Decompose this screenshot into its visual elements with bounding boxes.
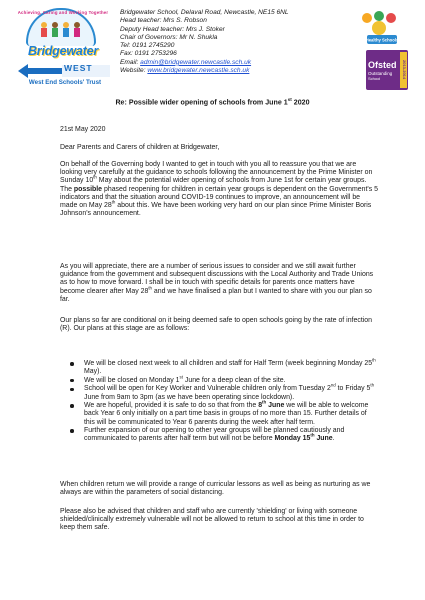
list-item: We will be closed on Monday 1st June for a deep clean of the site. bbox=[60, 377, 378, 385]
title-text: Re: Possible wider opening of schools from June 1 bbox=[115, 98, 288, 107]
logo-west-label: WEST bbox=[64, 63, 93, 73]
bullet-icon bbox=[70, 379, 74, 383]
paragraph-curricular: When children return we will provide a range of curricular lessons as well as being as nurturing as we always are within the parameters of social distancing. bbox=[60, 481, 371, 497]
school-address-block bbox=[120, 9, 320, 75]
address-line: Fax: 0191 2753296 bbox=[120, 50, 177, 58]
logo-wordmark: Bridgewater bbox=[27, 44, 99, 58]
paragraph-governing-body: On behalf of the Governing body I wanted to get in touch with you all to reassure you that we are looking very carefully at the guidance to schools following the announcement by the Prime Minister on Sunday 10th May about the potential wider opening of schools from June 1st for certain year groups. The possible phased reopening for children in certain year groups is dependent on the Government's 5 indicators and that the situation around COVID-19 continues to improve, an announcement will be made on May 28th about this. We have been working very hard on our plan since Prime Minister Boris Johnson's announcement. bbox=[60, 161, 378, 218]
email-line bbox=[120, 59, 320, 67]
paragraph-plans: Our plans so far are conditional on it being deemed safe to open schools going by the rate of infection (R). Our plans at this stage are as follows: bbox=[60, 317, 373, 333]
ofsted-badge bbox=[366, 50, 408, 90]
bridgewater-logo bbox=[14, 8, 112, 86]
title-sup: st bbox=[287, 97, 292, 102]
ofsted-rating: Outstanding bbox=[368, 71, 393, 76]
healthy-schools-badge-icon bbox=[357, 10, 407, 46]
children-figures-icon bbox=[36, 20, 86, 38]
list-item: We will be closed next week to all children and staff for Half Term (week beginning Monday 25th May). bbox=[60, 360, 378, 376]
bullet-icon bbox=[70, 388, 74, 392]
email-link[interactable]: admin@bridgewater.newcastle.sch.uk bbox=[140, 58, 252, 66]
bullet-icon bbox=[70, 362, 74, 366]
website-line bbox=[120, 67, 320, 75]
address-line: Deputy Head teacher: Mrs J. Stoker bbox=[120, 25, 225, 33]
plans-list bbox=[60, 357, 378, 444]
email-label: Email: bbox=[120, 58, 141, 66]
ofsted-year: 2013-2014 bbox=[400, 52, 407, 88]
letter-date: 21st May 2020 bbox=[60, 126, 106, 133]
address-line: Tel: 0191 2745290 bbox=[120, 42, 175, 50]
website-link[interactable]: www.bridgewater.newcastle.sch.uk bbox=[147, 67, 250, 75]
salutation: Dear Parents and Carers of children at Bridgewater, bbox=[60, 144, 220, 151]
logo-trust-label: West End Schools' Trust bbox=[28, 79, 102, 86]
bullet-icon bbox=[70, 429, 74, 433]
address-line: Chair of Governors: Mr N. Shukla bbox=[120, 33, 218, 41]
bullet-icon bbox=[70, 404, 74, 408]
paragraph-shielding: Please also be advised that children and staff who are currently 'shielding' or living with someone shielded/clinically extremely vulnerable will not be allowed to return to school at this time in order to keep them safe. bbox=[60, 508, 364, 532]
healthy-schools-text: Healthy Schools bbox=[365, 37, 399, 43]
ofsted-school: School bbox=[368, 76, 381, 81]
logo-motto: Achieving, Caring and Working Together bbox=[17, 10, 109, 15]
address-line: Bridgewater School, Delaval Road, Newcastle, NE15 6NL bbox=[120, 9, 289, 16]
address-line: Head teacher: Mrs S. Robson bbox=[120, 17, 207, 25]
letter-title bbox=[0, 97, 425, 106]
title-year: 2020 bbox=[291, 98, 310, 107]
website-label: Website: bbox=[120, 67, 148, 75]
list-item: Further expansion of our opening to other year groups will be planned cautiously and communicated to parents after half term but will not be before Monday 15th June. bbox=[60, 427, 378, 443]
list-item: We are hopeful, provided it is safe to do so that from the 8th June we will be able to welcome back Year 6 only initially on a part time basis in groups of no more than 15. Further details of this will be communicated to Year 6 parents during the week after half term. bbox=[60, 402, 378, 427]
list-item: School will be open for Key Worker and Vulnerable children only from Tuesday 2nd to Friday 5th June from 9am to 3pm (as we have been operating since lockdown). bbox=[60, 385, 378, 401]
ofsted-word: Ofsted bbox=[368, 60, 397, 70]
paragraph-serious-issues: As you will appreciate, there are a number of serious issues to consider and we still await further guidance from the government and subsequent discussions with the Local Authority and Trade Unions as to how to move forward. I shall be in touch with specific details for parents once matters have become clearer after May 28th and we have finalised a plan but I wanted to share with you our plan so far. bbox=[60, 263, 374, 303]
